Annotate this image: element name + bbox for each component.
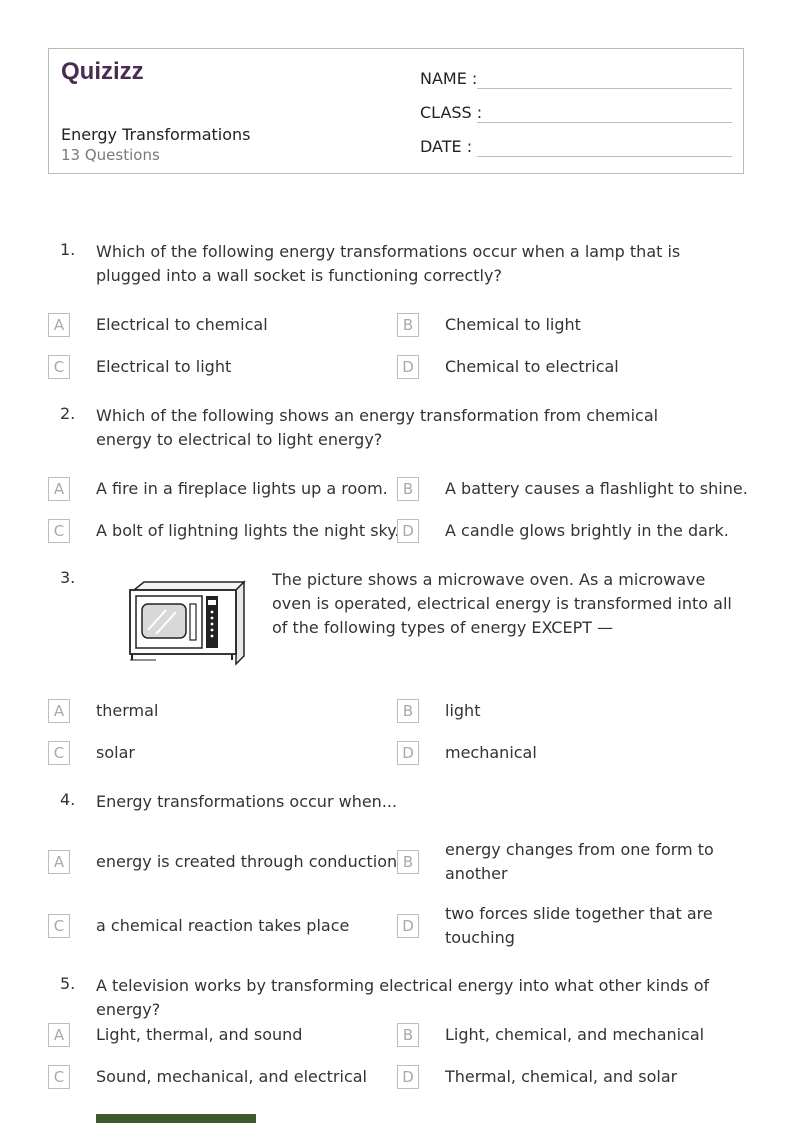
option-letter: A: [48, 477, 70, 501]
class-field[interactable]: [420, 103, 482, 122]
option-letter: A: [48, 850, 70, 874]
question-6-image-partial: [96, 1114, 256, 1123]
option-text: Sound, mechanical, and electrical: [96, 1067, 367, 1086]
option-text: Chemical to light: [445, 315, 581, 334]
question-number: 2.: [60, 404, 76, 423]
option-letter: A: [48, 1023, 70, 1047]
option-letter: D: [397, 741, 419, 765]
option-text: mechanical: [445, 743, 537, 762]
option-text: A fire in a fireplace lights up a room.: [96, 479, 388, 498]
svg-text:Quizizz: Quizizz: [61, 58, 144, 85]
option-letter: B: [397, 477, 419, 501]
option-text: Light, thermal, and sound: [96, 1025, 303, 1044]
option-text: A bolt of lightning lights the night sky.: [96, 521, 400, 540]
option-letter: C: [48, 741, 70, 765]
option-letter: D: [397, 1065, 419, 1089]
question-number: 4.: [60, 790, 76, 809]
option-letter: D: [397, 519, 419, 543]
question-text: Which of the following energy transformations occur when a lamp that is plugged into a wall socket is functioning correctly?: [96, 242, 681, 285]
microwave-image: [126, 580, 248, 670]
question-number: 3.: [60, 568, 76, 587]
option-letter: C: [48, 914, 70, 938]
name-field[interactable]: [420, 69, 477, 88]
class-line[interactable]: [477, 122, 732, 123]
option-letter: C: [48, 519, 70, 543]
option-text: energy changes from one form to another: [445, 840, 714, 883]
option-text: Electrical to chemical: [96, 315, 268, 334]
option-text: Chemical to electrical: [445, 357, 619, 376]
question-text: The picture shows a microwave oven. As a microwave oven is operated, electrical energy is transformed into all of the following types of energy EXCEPT —: [272, 570, 732, 637]
question-text: Which of the following shows an energy transformation from chemical energy to electrical to light energy?: [96, 406, 659, 449]
name-line[interactable]: [477, 88, 732, 89]
option-text: A candle glows brightly in the dark.: [445, 521, 729, 540]
option-text: thermal: [96, 701, 159, 720]
class-label: CLASS :: [420, 103, 483, 122]
option-letter: C: [48, 355, 70, 379]
option-text: Light, chemical, and mechanical: [445, 1025, 705, 1044]
quizizz-logo: [61, 57, 151, 89]
option-letter: C: [48, 1065, 70, 1089]
option-text: Thermal, chemical, and solar: [445, 1067, 678, 1086]
question-text: Energy transformations occur when...: [96, 792, 398, 811]
option-letter: B: [397, 1023, 419, 1047]
option-text: solar: [96, 743, 135, 762]
option-letter: A: [48, 313, 70, 337]
date-line[interactable]: [477, 156, 732, 157]
date-label: DATE :: [420, 137, 473, 156]
question-text: A television works by transforming electrical energy into what other kinds of energy?: [96, 976, 710, 1019]
option-letter: D: [397, 914, 419, 938]
option-letter: B: [397, 699, 419, 723]
worksheet-header: [48, 48, 744, 174]
option-text: A battery causes a flashlight to shine.: [445, 479, 748, 498]
option-letter: B: [397, 313, 419, 337]
option-letter: B: [397, 850, 419, 874]
option-text: a chemical reaction takes place: [96, 916, 350, 935]
question-number: 5.: [60, 974, 76, 993]
worksheet-title: Energy Transformations: [61, 125, 251, 144]
name-label: NAME :: [420, 69, 478, 88]
option-letter: D: [397, 355, 419, 379]
option-letter: A: [48, 699, 70, 723]
option-text: light: [445, 701, 481, 720]
option-text: two forces slide together that are touching: [445, 904, 713, 947]
question-number: 1.: [60, 240, 76, 259]
question-count: 13 Questions: [61, 146, 160, 164]
option-text: Electrical to light: [96, 357, 232, 376]
option-text: energy is created through conduction: [96, 852, 398, 871]
date-field[interactable]: [420, 137, 472, 156]
